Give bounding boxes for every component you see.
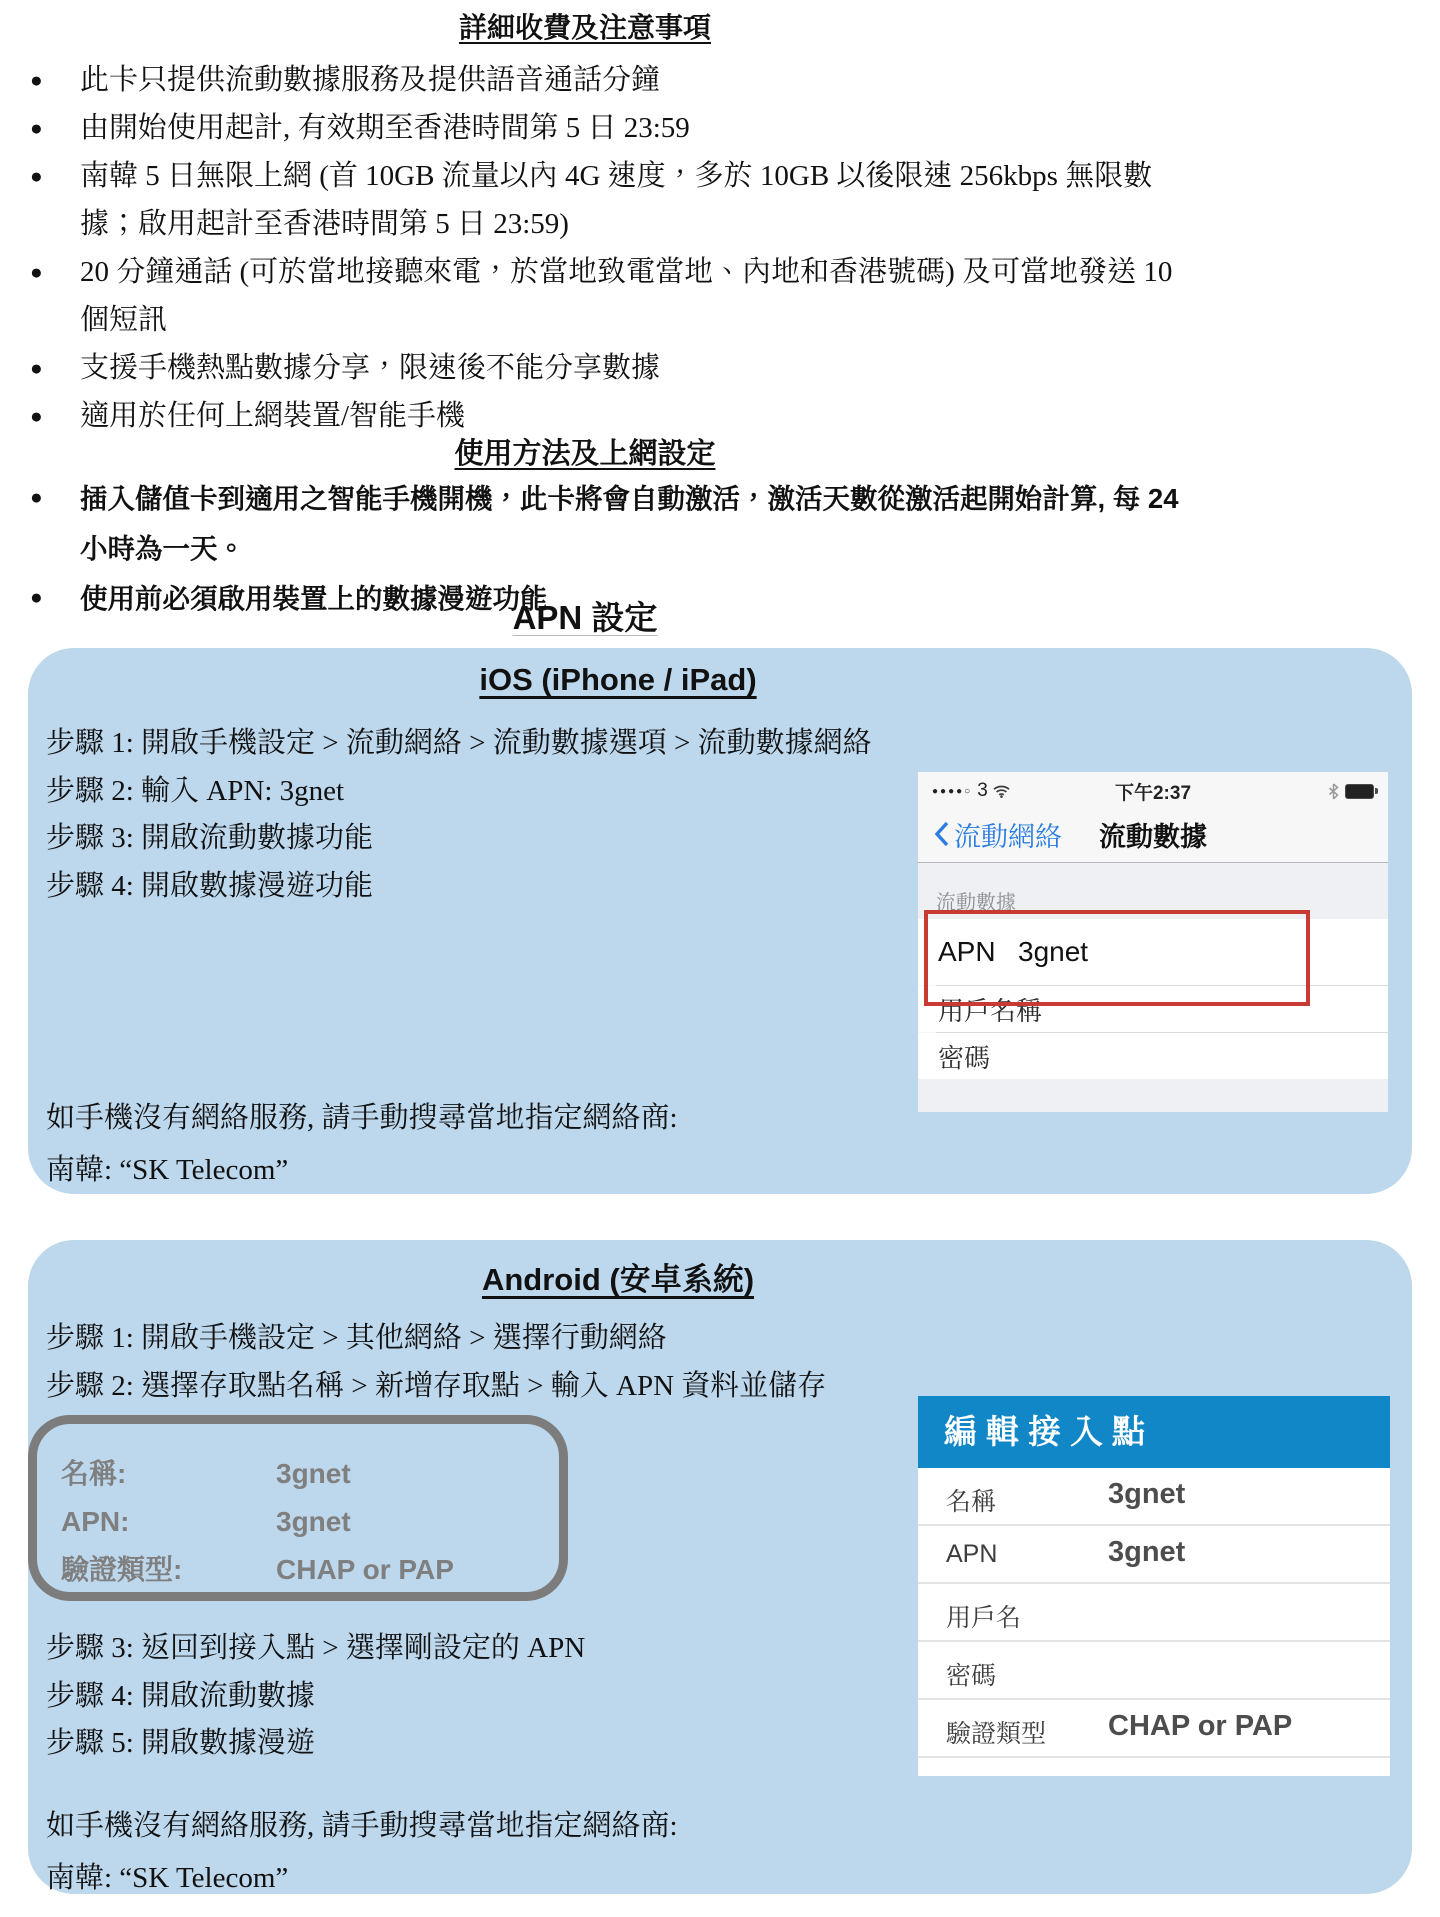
highlight-rectangle <box>924 910 1310 1006</box>
section-label: 流動數據 <box>936 892 1016 914</box>
note-line: 南韓: “SK Telecom” <box>46 1154 289 1186</box>
row-label: 密碼 <box>946 1662 997 1690</box>
list-item <box>0 152 1175 248</box>
step-line: 步驟 3: 返回到接入點 > 選擇剛設定的 APN <box>46 1632 586 1664</box>
apn-settings-title: APN 設定 <box>512 599 658 636</box>
android-screenshot <box>918 1396 1390 1776</box>
field-label: 驗證類型: <box>61 1554 183 1585</box>
back-label: 流動網絡 <box>954 821 1062 852</box>
row-value: 3gnet <box>1108 1536 1186 1568</box>
apn-field-value: 3gnet <box>1018 936 1089 967</box>
ios-network-note <box>46 1092 678 1196</box>
password-row: 密碼 <box>918 1033 1388 1079</box>
android-steps-3-5 <box>46 1625 585 1768</box>
bullet-icon: ● <box>30 486 43 509</box>
apn-box-row <box>61 1450 559 1498</box>
usage-section-title: 使用方法及上網設定 <box>454 438 716 470</box>
android-steps-1-2 <box>46 1315 826 1410</box>
iphone-nav-bar <box>918 806 1388 863</box>
bullet-icon: ● <box>30 116 43 140</box>
apn-box-row <box>61 1546 559 1594</box>
settings-row <box>918 1584 1390 1642</box>
iphone-screenshot <box>918 772 1388 1112</box>
bullet-icon: ● <box>30 356 43 380</box>
android-network-note <box>46 1800 678 1904</box>
step-line: 步驟 5: 開啟數據漫遊 <box>46 1727 316 1759</box>
list-item-text: 20 分鐘通話 (可於當地接聽來電，於當地致電當地、內地和香港號碼) 及可當地發送 10 個短訊 <box>80 256 1173 336</box>
signal-dots-icon: ●●●●○ <box>932 785 973 797</box>
step-line: 步驟 3: 開啟流動數據功能 <box>46 822 374 854</box>
username-row: 用戶名稱 <box>918 986 1388 1032</box>
step-line: 步驟 2: 選擇存取點名稱 > 新增存取點 > 輸入 APN 資料並儲存 <box>46 1369 827 1402</box>
note-line: 如手機沒有網絡服務, 請手動搜尋當地指定網絡商: <box>46 1810 678 1842</box>
battery-icon <box>1345 784 1374 799</box>
row-value: CHAP or PAP <box>1108 1710 1293 1742</box>
carrier-label: 3 <box>977 780 988 801</box>
step-line: 步驟 2: 輸入 APN: 3gnet <box>46 774 345 807</box>
field-label: 名稱: <box>61 1458 127 1489</box>
list-item-text: 此卡只提供流動數據服務及提供語音通話分鐘 <box>80 64 661 96</box>
bluetooth-icon <box>1328 783 1339 800</box>
field-value: 3gnet <box>276 1506 351 1537</box>
list-item <box>0 344 1175 392</box>
list-item-text: 由開始使用起計, 有效期至香港時間第 5 日 23:59 <box>80 112 690 144</box>
note-line: 南韓: “SK Telecom” <box>46 1862 289 1894</box>
step-line: 步驟 1: 開啟手機設定 > 其他網絡 > 選擇行動網絡 <box>46 1322 667 1354</box>
ios-steps <box>46 720 872 910</box>
list-item-text: 支援手機熱點數據分享，限速後不能分享數據 <box>80 352 661 384</box>
list-item-text: 使用前必須啟用裝置上的數據漫遊功能 <box>80 583 548 614</box>
footer-strip <box>918 1079 1388 1112</box>
bullet-icon: ● <box>30 68 43 92</box>
android-section <box>28 1240 1412 1894</box>
list-item <box>0 104 1175 152</box>
step-line: 步驟 1: 開啟手機設定 > 流動網絡 > 流動數據選項 > 流動數據網絡 <box>46 727 872 759</box>
edit-access-point-header: 編輯接入點 <box>918 1396 1390 1468</box>
page-title: 詳細收費及注意事項 <box>458 13 711 44</box>
field-value: 3gnet <box>276 1458 351 1489</box>
bullet-icon: ● <box>30 164 43 188</box>
row-label: 名稱 <box>946 1488 997 1516</box>
wifi-icon <box>993 785 1010 798</box>
ios-section <box>28 648 1412 1194</box>
android-section-title: Android (安卓系統) <box>481 1262 755 1297</box>
list-item <box>0 392 1175 440</box>
row-value: 3gnet <box>1108 1478 1186 1510</box>
iphone-status-bar <box>918 772 1388 806</box>
field-label: APN: <box>61 1506 130 1537</box>
step-line: 步驟 4: 開啟流動數據 <box>46 1679 316 1712</box>
list-item <box>0 56 1175 104</box>
bullet-icon: ● <box>30 260 43 284</box>
status-time: 下午2:37 <box>1114 782 1192 804</box>
list-item <box>0 248 1175 344</box>
bullet-icon: ● <box>30 586 43 609</box>
list-item-text: 適用於任何上網裝置/智能手機 <box>80 400 466 432</box>
apn-box-row <box>61 1498 559 1546</box>
note-line: 如手機沒有網絡服務, 請手動搜尋當地指定網絡商: <box>46 1102 678 1134</box>
list-item <box>0 474 1180 574</box>
field-value: CHAP or PAP <box>276 1554 454 1585</box>
list-item-text: 南韓 5 日無限上網 (首 10GB 流量以內 4G 速度，多於 10GB 以後限速 256kbps 無限數據；啟用起計至香港時間第 5 日 23:59) <box>80 160 1153 240</box>
row-label: APN <box>946 1540 998 1568</box>
settings-row <box>918 1700 1390 1758</box>
apn-values-box <box>28 1415 568 1601</box>
row-label: 用戶名 <box>946 1604 1022 1632</box>
settings-row <box>918 1642 1390 1700</box>
list-item-text: 插入儲值卡到適用之智能手機開機，此卡將會自動激活，激活天數從激活起開始計算, 每 24 小時為一天。 <box>80 483 1179 564</box>
ios-section-title: iOS (iPhone / iPad) <box>479 662 757 697</box>
screen-title: 流動數據 <box>1099 821 1207 852</box>
settings-row <box>918 1468 1390 1526</box>
apn-field-label: APN <box>938 936 996 967</box>
notes-list <box>0 56 1440 440</box>
settings-row <box>918 1526 1390 1584</box>
step-line: 步驟 4: 開啟數據漫遊功能 <box>46 869 374 902</box>
bullet-icon: ● <box>30 404 43 428</box>
row-label: 驗證類型 <box>946 1720 1047 1748</box>
